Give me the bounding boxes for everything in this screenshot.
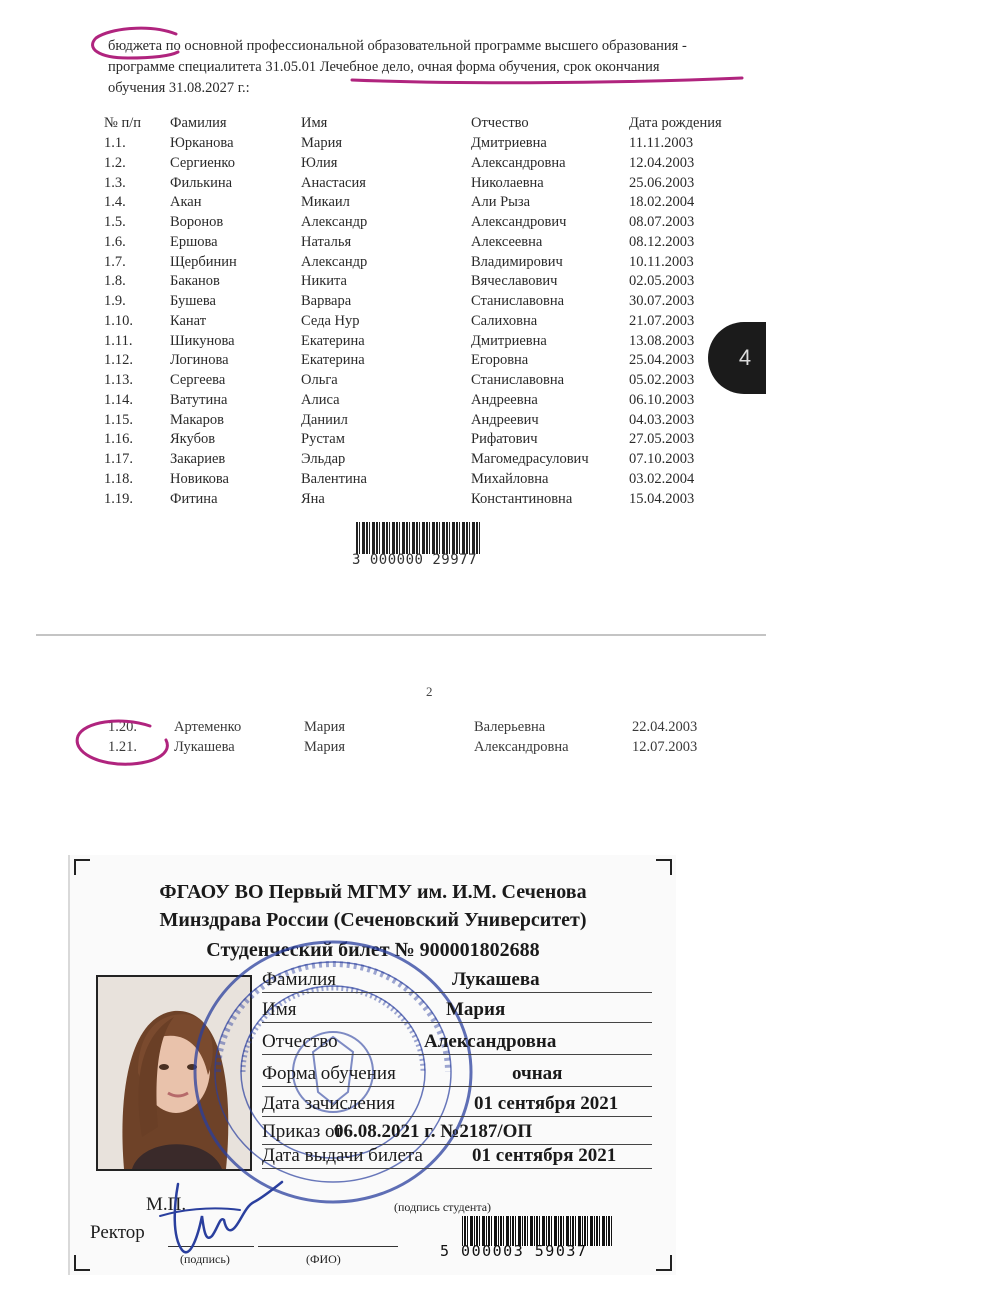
cell-birthdate: 12.04.2003	[629, 154, 695, 171]
cell-surname: Юрканова	[170, 135, 234, 152]
cell-surname: Фитина	[170, 490, 218, 507]
cell-number: 1.8.	[104, 273, 126, 290]
cell-surname: Воронов	[170, 214, 224, 231]
cell-number: 1.20.	[108, 719, 137, 736]
cell-patronymic: Владимирович	[471, 253, 563, 270]
cell-surname: Сергиенко	[170, 154, 235, 171]
page-indicator-badge[interactable]: 4	[708, 322, 766, 394]
card-field-patronymic	[262, 1028, 652, 1055]
cell-name: Алиса	[301, 391, 340, 408]
cell-patronymic: Салиховна	[471, 312, 538, 329]
crop-mark-bottom-right	[656, 1255, 672, 1271]
table-row	[104, 391, 749, 411]
cell-name: Мария	[304, 719, 346, 736]
cell-name: Микаил	[301, 194, 350, 211]
cell-birthdate: 12.07.2003	[632, 738, 698, 755]
cell-name: Ольга	[301, 372, 338, 389]
cell-birthdate: 21.07.2003	[629, 312, 695, 329]
table-body-page2	[108, 718, 697, 757]
table-header-row	[104, 114, 749, 134]
cell-surname: Ершова	[170, 233, 218, 250]
card-field-value: 01 сентября 2021	[474, 1093, 619, 1114]
cell-name: Александр	[301, 214, 368, 231]
cell-name: Яна	[301, 490, 325, 507]
card-field-label: Дата зачисления	[262, 1093, 395, 1114]
card-field-label: Отчество	[262, 1031, 338, 1052]
cell-patronymic: Андреевич	[471, 411, 539, 428]
table-row	[104, 371, 749, 391]
card-field-label: Приказ от	[262, 1121, 343, 1142]
cell-name: Мария	[304, 738, 346, 755]
mp-label: М.П.	[146, 1194, 187, 1215]
header-surname: Фамилия	[170, 115, 227, 132]
rector-label: Ректор	[90, 1222, 145, 1243]
cell-birthdate: 10.11.2003	[629, 253, 694, 270]
cell-surname: Бушева	[170, 293, 216, 310]
cell-birthdate: 18.02.2004	[629, 194, 695, 211]
student-list-table	[104, 114, 749, 509]
table-row	[104, 450, 749, 470]
table-row	[104, 233, 749, 253]
card-field-study-form	[262, 1060, 652, 1087]
card-ticket-number: Студенческий билет № 900001802688	[206, 939, 540, 961]
cell-name: Варвара	[301, 293, 352, 310]
crop-mark-top-left	[74, 859, 90, 875]
cell-patronymic: Валерьевна	[474, 719, 546, 736]
card-field-surname	[262, 966, 652, 993]
cell-surname: Шикунова	[170, 332, 235, 349]
card-university-name: ФГАОУ ВО Первый МГМУ им. И.М. Сеченова	[159, 881, 587, 903]
cell-number: 1.12.	[104, 352, 133, 369]
cell-birthdate: 08.07.2003	[629, 214, 695, 231]
cell-name: Анастасия	[301, 174, 366, 191]
cell-birthdate: 11.11.2003	[629, 135, 694, 152]
cell-birthdate: 27.05.2003	[629, 431, 695, 448]
cell-number: 1.21.	[108, 738, 137, 755]
cell-number: 1.1.	[104, 135, 126, 152]
header-birthdate: Дата рождения	[629, 115, 722, 132]
card-field-value: 06.08.2021 г. №2187/ОП	[334, 1121, 533, 1142]
table-row	[104, 134, 749, 154]
card-field-label: Имя	[262, 999, 297, 1020]
cell-patronymic: Александровна	[474, 738, 569, 755]
cell-birthdate: 08.12.2003	[629, 233, 695, 250]
cell-patronymic: Станиславовна	[471, 293, 565, 310]
cell-number: 1.10.	[104, 312, 133, 329]
cell-number: 1.4.	[104, 194, 126, 211]
fio-caption: (ФИО)	[306, 1252, 341, 1266]
cell-name: Наталья	[301, 233, 352, 250]
cell-name: Екатерина	[301, 332, 365, 349]
cell-number: 1.14.	[104, 391, 133, 408]
cell-patronymic: Али Рыза	[471, 194, 531, 211]
student-list-table-page2	[108, 718, 697, 757]
cell-name: Никита	[301, 273, 347, 290]
cell-surname: Щербинин	[170, 253, 237, 270]
card-field-value: Лукашева	[452, 969, 540, 990]
table-body	[104, 134, 749, 509]
cell-surname: Канат	[170, 312, 207, 329]
cell-name: Эльдар	[301, 451, 346, 468]
table-row	[104, 470, 749, 490]
cell-patronymic: Егоровна	[471, 352, 529, 369]
table-row	[108, 738, 697, 758]
cell-number: 1.18.	[104, 470, 133, 487]
table-row	[104, 489, 749, 509]
table-row	[104, 410, 749, 430]
card-field-value: Александровна	[424, 1031, 557, 1052]
intro-line-2: программе специалитета 31.05.01 Лечебное дело, очная форма обучения, срок окончания	[108, 59, 660, 75]
table-row	[104, 430, 749, 450]
card-field-value: очная	[512, 1063, 563, 1084]
cell-name: Рустам	[301, 431, 345, 448]
document-barcode	[356, 522, 480, 554]
cell-surname: Сергеева	[170, 372, 226, 389]
table-row	[104, 173, 749, 193]
table-row	[108, 718, 697, 738]
table-row	[104, 331, 749, 351]
cell-surname: Баканов	[170, 273, 220, 290]
cell-surname: Лукашева	[174, 738, 235, 755]
cell-patronymic: Николаевна	[471, 174, 544, 191]
cell-number: 1.6.	[104, 233, 126, 250]
signature-caption: (подпись)	[180, 1252, 230, 1266]
table-row	[104, 351, 749, 371]
cell-number: 1.9.	[104, 293, 126, 310]
header-name: Имя	[301, 115, 328, 132]
order-intro-text	[108, 36, 748, 99]
cell-number: 1.13.	[104, 372, 133, 389]
student-signature-caption: (подпись студента)	[394, 1200, 492, 1214]
cell-number: 1.19.	[104, 490, 133, 507]
cell-patronymic: Дмитриевна	[471, 135, 547, 152]
cell-surname: Логинова	[170, 352, 229, 369]
cell-patronymic: Рифатович	[471, 431, 538, 448]
cell-name: Даниил	[301, 411, 348, 428]
cell-birthdate: 15.04.2003	[629, 490, 695, 507]
cell-surname: Макаров	[170, 411, 224, 428]
cell-birthdate: 25.06.2003	[629, 174, 695, 191]
document-barcode-number: 3 000000 29977	[352, 552, 478, 568]
card-barcode-number: 5 000003 59037	[440, 1242, 588, 1260]
cell-birthdate: 03.02.2004	[629, 470, 695, 487]
cell-number: 1.2.	[104, 154, 126, 171]
card-field-issue-date	[262, 1142, 652, 1169]
cell-surname: Акан	[170, 194, 202, 211]
cell-number: 1.11.	[104, 332, 133, 349]
card-field-label: Форма обучения	[262, 1063, 396, 1084]
cell-surname: Якубов	[170, 431, 216, 448]
crop-mark-bottom-left	[74, 1255, 90, 1271]
cell-number: 1.17.	[104, 451, 133, 468]
cell-surname: Закариев	[170, 451, 226, 468]
cell-birthdate: 06.10.2003	[629, 391, 695, 408]
cell-patronymic: Александровна	[471, 154, 566, 171]
cell-surname: Новикова	[170, 470, 229, 487]
cell-number: 1.16.	[104, 431, 133, 448]
cell-patronymic: Дмитриевна	[471, 332, 547, 349]
cell-patronymic: Андреевна	[471, 391, 538, 408]
cell-patronymic: Станиславовна	[471, 372, 565, 389]
card-field-order	[262, 1118, 652, 1145]
card-field-name	[262, 996, 652, 1023]
header-number: № п/п	[104, 115, 142, 132]
card-field-value: 01 сентября 2021	[472, 1145, 617, 1166]
table-row	[104, 193, 749, 213]
cell-patronymic: Михайловна	[471, 470, 549, 487]
cell-name: Седа Нур	[301, 312, 360, 329]
cell-surname: Ватутина	[170, 391, 228, 408]
cell-patronymic: Александрович	[471, 214, 567, 231]
cell-birthdate: 07.10.2003	[629, 451, 695, 468]
cell-birthdate: 22.04.2003	[632, 719, 698, 736]
cell-name: Александр	[301, 253, 368, 270]
cell-surname: Филькина	[170, 174, 233, 191]
intro-line-3: обучения 31.08.2027 г.:	[108, 80, 250, 96]
cell-number: 1.15.	[104, 411, 133, 428]
card-field-value: Мария	[446, 999, 506, 1020]
header-patronymic: Отчество	[471, 115, 529, 132]
cut-off-row-fade	[108, 756, 708, 768]
card-field-enrollment-date	[262, 1090, 652, 1117]
table-row	[104, 154, 749, 174]
table-row	[104, 272, 749, 292]
intro-line-1: бюджета по основной профессиональной образовательной программе высшего образования -	[108, 38, 687, 54]
cell-name: Мария	[301, 135, 343, 152]
cell-birthdate: 13.08.2003	[629, 332, 695, 349]
cell-birthdate: 05.02.2003	[629, 372, 695, 389]
cell-patronymic: Константиновна	[471, 490, 573, 507]
cell-patronymic: Алексеевна	[471, 233, 543, 250]
rector-signature	[150, 1176, 290, 1266]
cell-surname: Артеменко	[174, 719, 242, 736]
table-row	[104, 312, 749, 332]
cell-patronymic: Магомедрасулович	[471, 451, 589, 468]
page-divider	[36, 634, 766, 636]
cell-name: Юлия	[301, 154, 338, 171]
cell-birthdate: 02.05.2003	[629, 273, 695, 290]
table-row	[104, 292, 749, 312]
table-row	[104, 252, 749, 272]
card-field-label: Фамилия	[262, 969, 337, 990]
cell-number: 1.3.	[104, 174, 126, 191]
card-ministry-name: Минздрава России (Сеченовский Университет)	[159, 909, 587, 931]
cell-birthdate: 25.04.2003	[629, 352, 695, 369]
crop-mark-top-right	[656, 859, 672, 875]
cell-birthdate: 30.07.2003	[629, 293, 695, 310]
card-field-label: Дата выдачи билета	[262, 1145, 423, 1166]
table-row	[104, 213, 749, 233]
cell-patronymic: Вячеславович	[471, 273, 558, 290]
cell-name: Екатерина	[301, 352, 365, 369]
cell-name: Валентина	[301, 470, 367, 487]
cell-birthdate: 04.03.2003	[629, 411, 695, 428]
cell-number: 1.7.	[104, 253, 126, 270]
cell-number: 1.5.	[104, 214, 126, 231]
page-number: 2	[426, 684, 433, 699]
